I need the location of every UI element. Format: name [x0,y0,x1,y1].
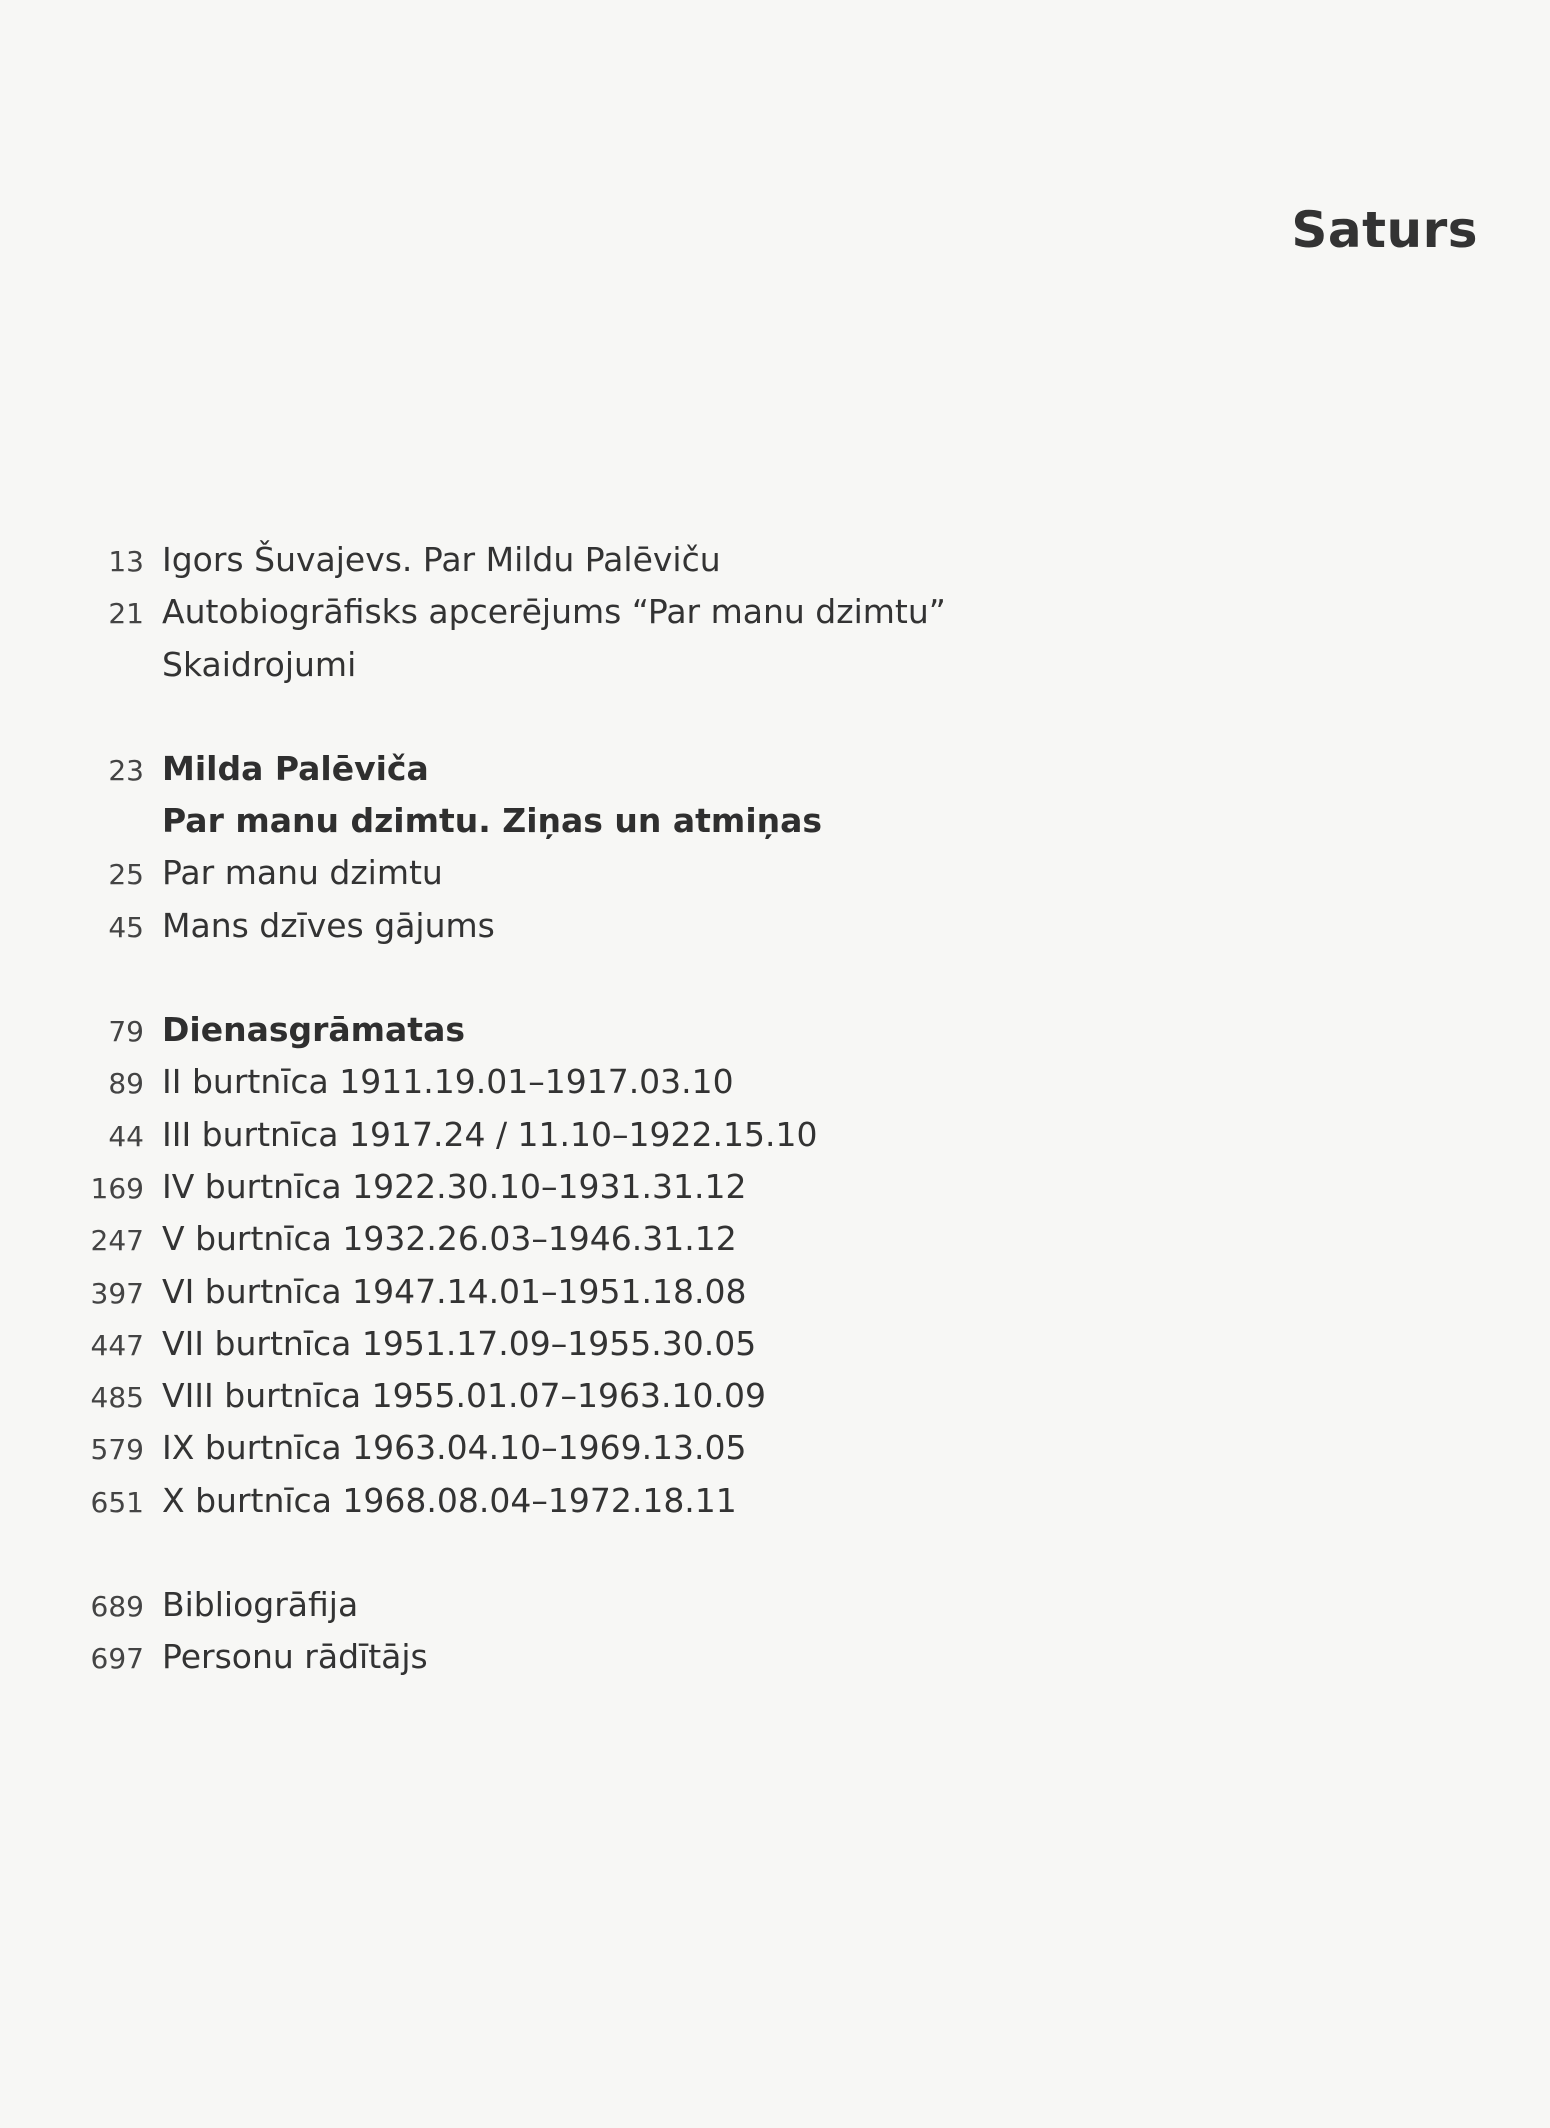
toc-entry [0,1376,1400,1428]
toc-page-number: 689 [90,1590,144,1624]
toc-entry [0,1167,1400,1219]
toc-page-number: 397 [90,1276,144,1310]
toc-entry [0,1272,1400,1324]
toc-page-number: 79 [108,1015,144,1049]
toc-entry-title: II burtnīca 1911.19.01–1917.03.10 [162,1062,734,1102]
toc-page-number: 169 [90,1171,144,1205]
toc-entry-title: VIII burtnīca 1955.01.07–1963.10.09 [162,1376,766,1416]
toc-entry-title: Dienasgrāmatas [162,1010,465,1050]
toc-page-number: 21 [108,597,144,631]
toc-page-number: 247 [90,1224,144,1258]
toc-page-number: 579 [90,1433,144,1467]
toc-section [0,540,1400,697]
toc-page-number: 25 [108,858,144,892]
toc-section [0,749,1400,958]
toc-entry-title: III burtnīca 1917.24 / 11.10–1922.15.10 [162,1114,818,1154]
toc-entry-title: IV burtnīca 1922.30.10–1931.31.12 [162,1166,747,1206]
toc-entry [0,1428,1400,1480]
toc-entry [0,1324,1400,1376]
toc-entry-title: Igors Šuvajevs. Par Mildu Palēviču [162,540,721,579]
toc-entry-title: Bibliogrāfija [162,1585,359,1625]
toc-entry-title: Milda Palēviča [162,748,429,788]
toc-entry-title: IX burtnīca 1963.04.10–1969.13.05 [162,1428,747,1468]
toc-entry-title: Par manu dzimtu. Ziņas un atmiņas [162,801,823,841]
toc-entry-title: VII burtnīca 1951.17.09–1955.30.05 [162,1323,757,1363]
toc-entry [0,592,1400,644]
toc-entry [0,749,1400,801]
toc-page-number: 447 [90,1328,144,1362]
toc-entry-title: Autobiogrāfisks apcerējums “Par manu dzimtu” [162,592,946,632]
toc-entry [0,540,1400,592]
toc-entry [0,1481,1400,1533]
toc-entry [0,1115,1400,1167]
toc-entry-title: Skaidrojumi [162,644,357,684]
table-of-contents [0,540,1400,1742]
toc-page-number: 485 [90,1381,144,1415]
toc-entry-title: Par manu dzimtu [162,853,443,893]
toc-entry [0,1219,1400,1271]
toc-entry [0,1637,1400,1689]
toc-entry [0,1010,1400,1062]
toc-entry-title: Personu rādītājs [162,1637,428,1677]
toc-entry [0,853,1400,905]
toc-entry [0,906,1400,958]
toc-section [0,1585,1400,1690]
page-title: Saturs [1291,201,1478,259]
toc-page-number: 697 [90,1642,144,1676]
toc-page-number: 44 [108,1119,144,1153]
toc-entry [0,1585,1400,1637]
toc-page-number: 45 [108,910,144,944]
toc-entry [0,645,1400,697]
toc-entry [0,801,1400,853]
toc-page-number: 23 [108,753,144,787]
toc-page-number: 89 [108,1067,144,1101]
toc-entry [0,1062,1400,1114]
toc-page-number: 651 [90,1485,144,1519]
toc-entry-title: V burtnīca 1932.26.03–1946.31.12 [162,1219,737,1259]
toc-entry-title: Mans dzīves gājums [162,905,495,945]
toc-page-number: 13 [108,545,144,578]
toc-section [0,1010,1400,1533]
toc-entry-title: VI burtnīca 1947.14.01–1951.18.08 [162,1271,747,1311]
toc-entry-title: X burtnīca 1968.08.04–1972.18.11 [162,1480,737,1520]
